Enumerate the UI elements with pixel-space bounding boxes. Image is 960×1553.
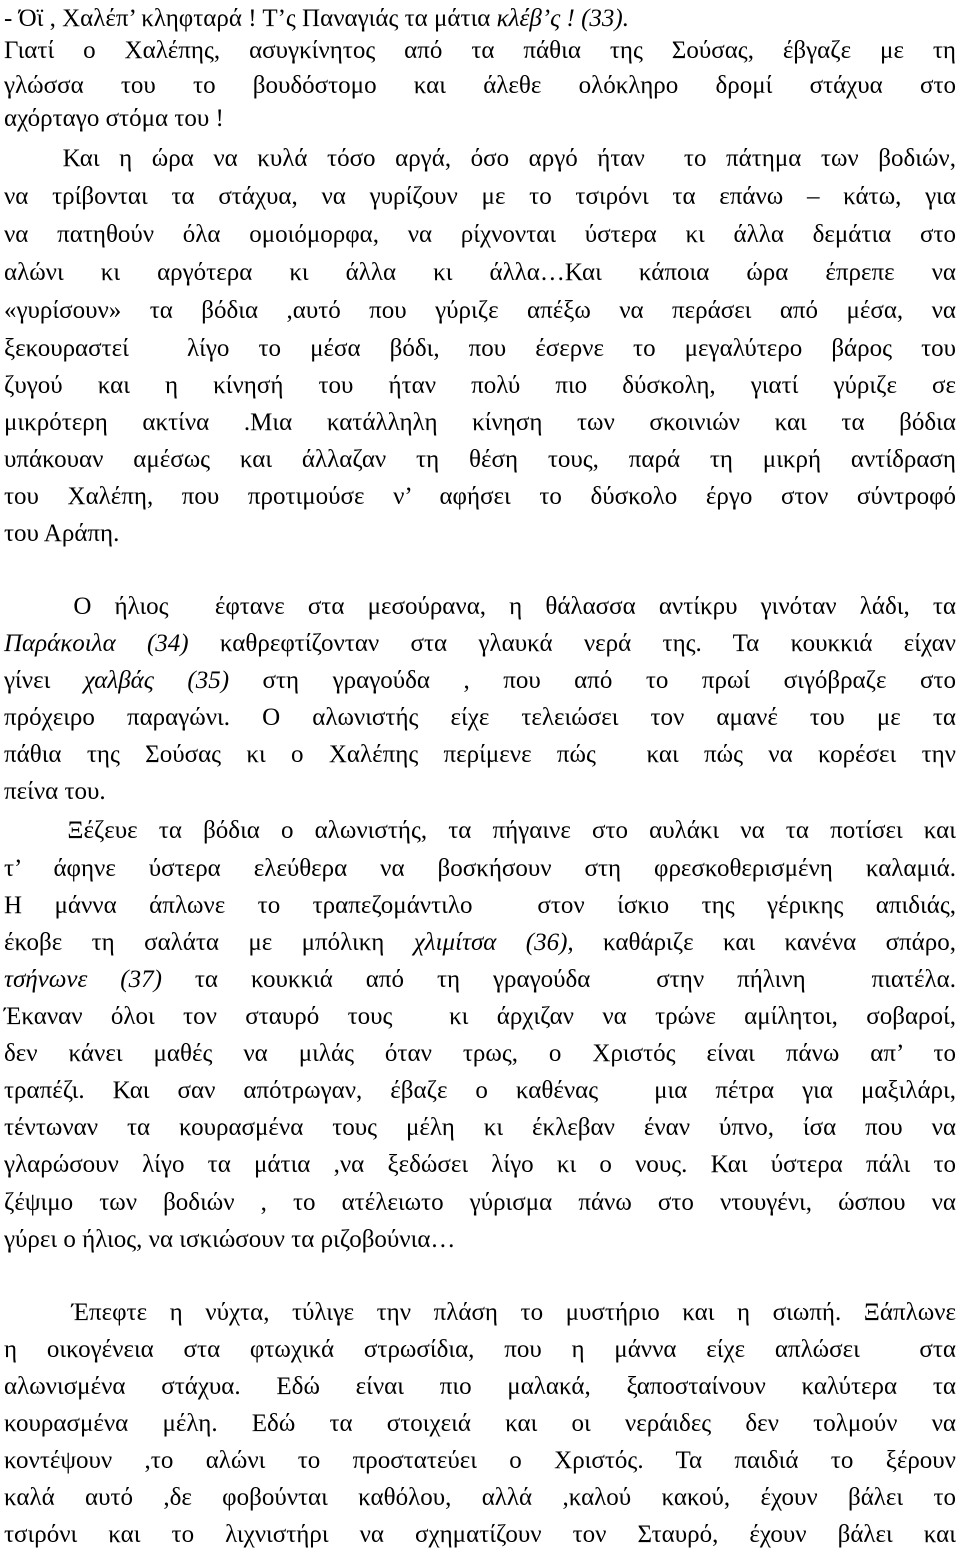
text-segment: αλωνισμένα στάχυα. Εδώ είναι πιο μαλακά, ξαποσταίνουν καλύτερα τα (4, 1373, 956, 1400)
text-segment: τα κουκκιά από τη γραγούδα στην πήλινη πιατέλα. (161, 966, 956, 993)
text-line (4, 1072, 956, 1109)
text-segment: να πατηθούν όλα ομοιόμορφα, να ρίχνονται ύστερα κι άλλα δεμάτια στο (4, 221, 956, 248)
text-line (4, 1184, 956, 1221)
text-line (4, 1442, 956, 1479)
text-segment: Γιατί ο Χαλέπης, ασυγκίνητος από τα πάθια της Σούσας, έβγαζε με τη (4, 37, 956, 64)
text-line (4, 178, 956, 215)
text-segment: τραπέζι. Και σαν απότρωγαν, έβαζε ο καθένας μια πέτρα για μαξιλάρι, (4, 1077, 956, 1104)
text-line (4, 812, 956, 849)
text-line (4, 1368, 956, 1405)
text-segment: πάθια της Σούσας κι ο Χαλέπης περίμενε πώς και πώς να κορέσει την (4, 741, 956, 768)
text-segment: του Αράπη. (4, 520, 120, 547)
text-segment: κουρασμένα μέλη. Εδώ τα στοιχειά και οι νεράιδες δεν τολμούν να (4, 1410, 956, 1437)
italic-text-segment: χλιμίτσα (36), (413, 929, 574, 956)
text-segment: η οικογένεια στα φτωχικά στρωσίδια, που η μάννα είχε απλώσει στα (4, 1336, 956, 1363)
text-segment: στη γραγούδα , που από το πρωί σιγόβραζε στο (229, 667, 956, 694)
text-segment: καλά αυτό ,δε φοβούνται καθόλου, αλλά ,καλού κακού, έχουν βάλει το (4, 1484, 956, 1511)
text-segment: αχόρταγο στόμα του ! (4, 105, 224, 132)
text-segment: Έπεφτε η νύχτα, τύλιγε την πλάση το μυστήριο και η σιωπή. Ξάπλωνε (4, 1299, 956, 1326)
text-line (4, 1479, 956, 1516)
text-segment: γίνει (4, 667, 84, 694)
italic-text-segment: Παράκοιλα (34) (4, 630, 189, 657)
text-line (4, 1331, 956, 1368)
text-segment: Η μάννα άπλωνε το τραπεζομάντιλο στον ίσκιο της γέρικης απιδιάς, (4, 892, 956, 919)
text-line (4, 100, 956, 137)
text-line (4, 887, 956, 924)
text-segment: Έκαναν όλοι τον σταυρό τους κι άρχιζαν να τρώνε αμίλητοι, σοβαροί, (4, 1003, 956, 1030)
text-segment: τέντωναν τα κουρασμένα τους μέλη κι έκλεβαν έναν ύπνο, ίσα που να (4, 1114, 956, 1141)
text-line (4, 1035, 956, 1072)
text-line (4, 67, 956, 104)
text-segment: Και η ώρα να κυλά τόσο αργά, όσο αργό ήταν το πάτημα των βοδιών, (4, 145, 956, 172)
text-line (4, 254, 956, 291)
text-line (4, 961, 956, 998)
text-segment: τσιρόνι και το λιχνιστήρι να σχηματίζουν τον Σταυρό, έχουν βάλει και (4, 1521, 956, 1548)
text-line (4, 1405, 956, 1442)
text-line (4, 1516, 956, 1553)
text-line (4, 330, 956, 367)
text-segment: Ο ήλιος έφτανε στα μεσούρανα, η θάλασσα αντίκρυ γινόταν λάδι, τα (4, 593, 956, 620)
text-segment: ξεκουραστεί λίγο το μέσα βόδι, που έσερνε το μεγαλύτερο βάρος του (4, 335, 956, 362)
text-line (4, 140, 956, 177)
text-segment: του Χαλέπη, που προτιμούσε ν’ αφήσει το δύσκολο έργο στον σύντροφό (4, 483, 956, 510)
text-segment: τ’ άφηνε ύστερα ελεύθερα να βοσκήσουν στη φρεσκοθερισμένη καλαμιά. (4, 855, 956, 882)
text-segment: Ξέζευε τα βόδια ο αλωνιστής, τα πήγαινε στο αυλάκι να τα ποτίσει και (4, 817, 956, 844)
text-line (4, 850, 956, 887)
text-segment: πρόχειρο παραγώνι. Ο αλωνιστής είχε τελειώσει τον αμανέ του με τα (4, 704, 956, 731)
text-line (4, 441, 956, 478)
text-segment: μικρότερη ακτίνα .Μια κατάλληλη κίνηση των σκοινιών και τα βόδια (4, 409, 956, 436)
text-line (4, 478, 956, 515)
text-line (4, 699, 956, 736)
text-segment: γύρει ο ήλιος, να ισκιώσουν τα ριζοβούνια… (4, 1226, 456, 1253)
text-line (4, 736, 956, 773)
text-line (4, 1221, 956, 1258)
italic-text-segment: τσήνωνε (37) (4, 966, 162, 993)
text-line (4, 588, 956, 625)
text-segment: γλώσσα του το βουδόστομο και άλεθε ολόκληρο δρομί στάχυα στο (4, 72, 956, 99)
text-line (4, 924, 956, 961)
text-segment: αλώνι κι αργότερα κι άλλα κι άλλα…Και κάποια ώρα έπρεπε να (4, 259, 956, 286)
text-segment: - Όϊ , Χαλέπ’ κληφταρά ! Τ’ς Παναγιάς τα μάτια (4, 5, 497, 32)
text-line (4, 1146, 956, 1183)
text-segment: υπάκουαν αμέσως και άλλαζαν τη θέση τους, παρά τη μικρή αντίδραση (4, 446, 956, 473)
text-line (4, 216, 956, 253)
text-line (4, 773, 956, 810)
text-line (4, 998, 956, 1035)
text-segment: πείνα του. (4, 778, 106, 805)
italic-text-segment: χαλβάς (35) (83, 667, 230, 694)
text-line (4, 367, 956, 404)
text-segment: κοντέψουν ,το αλώνι το προστατεύει ο Χριστός. Τα παιδιά το ξέρουν (4, 1447, 956, 1474)
text-segment: δεν κάνει μαθές να μιλάς όταν τρως, ο Χριστός είναι πάνω απ’ το (4, 1040, 956, 1067)
italic-text-segment: κλέβ’ς ! (33). (496, 5, 629, 32)
text-line (4, 625, 956, 662)
text-segment: καθάριζε και κανένα σπάρο, (573, 929, 956, 956)
text-segment: ζέψιμο των βοδιών , το ατέλειωτο γύρισμα πάνω στο ντουγένι, ώσπου να (4, 1189, 956, 1216)
text-segment: να τρίβονται τα στάχυα, να γυρίζουν με το τσιρόνι τα επάνω – κάτω, για (4, 183, 956, 210)
text-line (4, 515, 956, 552)
text-segment: ζυγού και η κίνησή του ήταν πολύ πιο δύσκολη, γιατί γύριζε σε (4, 372, 956, 399)
text-line (4, 292, 956, 329)
text-line (4, 1109, 956, 1146)
text-line (4, 32, 956, 69)
text-segment: καθρεφτίζονταν στα γλαυκά νερά της. Τα κουκκιά είχαν (188, 630, 956, 657)
text-segment: «γυρίσουν» τα βόδια ,αυτό που γύριζε απέξω να περάσει από μέσα, να (4, 297, 956, 324)
text-line (4, 404, 956, 441)
text-line (4, 1294, 956, 1331)
text-segment: γλαρώσουν λίγο τα μάτια ,να ξεδώσει λίγο κι ο νους. Και ύστερα πάλι το (4, 1151, 956, 1178)
text-segment: έκοβε τη σαλάτα με μπόλικη (4, 929, 414, 956)
text-line (4, 662, 956, 699)
